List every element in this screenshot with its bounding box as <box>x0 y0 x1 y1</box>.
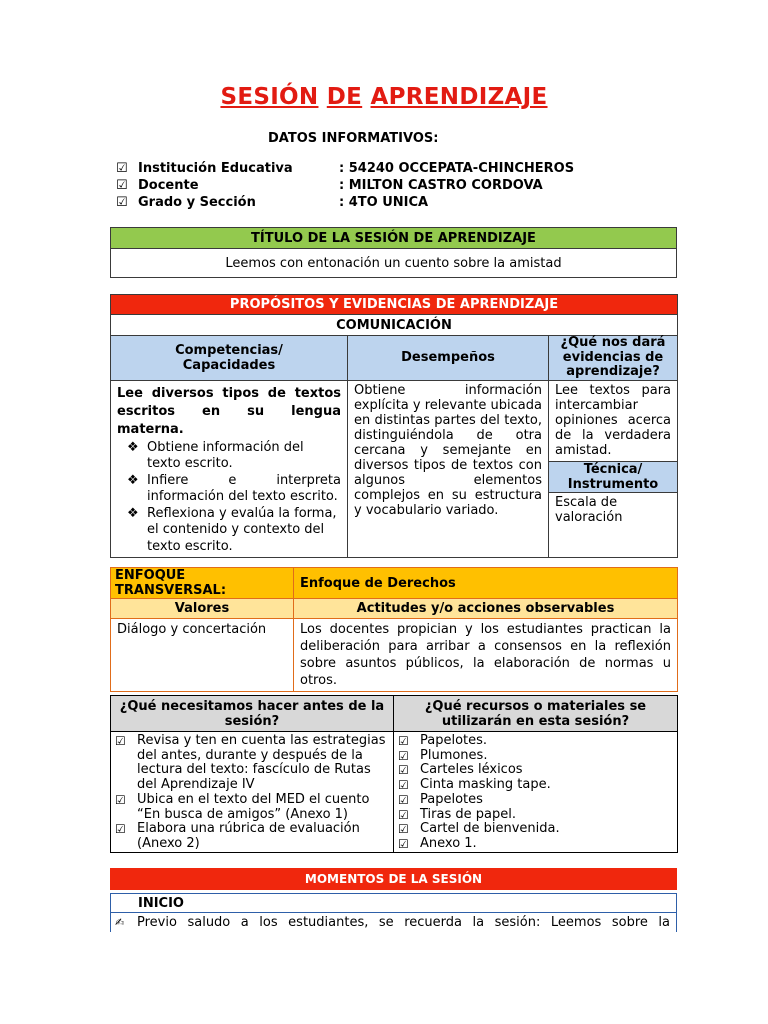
inicio-label: INICIO <box>111 894 677 913</box>
list-item: ☑ Cartel de bienvenida. <box>398 821 560 837</box>
inicio-text-cell <box>111 913 677 932</box>
recursos-cell <box>394 732 678 853</box>
col-desempenos: Desempeños <box>348 336 549 381</box>
title-word-2: DE <box>326 84 363 110</box>
valor-cell: Diálogo y concertación <box>111 619 294 692</box>
enfoque-table <box>110 567 678 692</box>
tecnica-header: Técnica/ Instrumento <box>549 461 678 492</box>
propositos-header: PROPÓSITOS Y EVIDENCIAS DE APRENDIZAJE <box>111 295 678 315</box>
list-item: ☑ Papelotes <box>398 791 483 807</box>
info-value: : 4TO UNICA <box>339 195 429 210</box>
checkbox-icon: ☑ <box>115 734 126 748</box>
diamond-bullet-icon: ❖ <box>127 439 139 455</box>
checkbox-icon: ☑ <box>115 822 126 837</box>
tecnica-value: Escala de valoración <box>549 493 678 558</box>
checkbox-icon: ☑ <box>116 178 128 193</box>
antes-list <box>111 734 393 852</box>
recursos-list <box>394 734 677 852</box>
info-label: Institución Educativa <box>138 161 293 176</box>
page-title <box>0 84 768 110</box>
checkbox-icon: ☑ <box>116 161 128 176</box>
diamond-bullet-icon: ❖ <box>127 472 139 488</box>
diamond-bullet-icon: ❖ <box>127 505 139 521</box>
checkbox-icon: ☑ <box>398 836 409 851</box>
col-actitudes: Actitudes y/o acciones observables <box>294 599 678 619</box>
list-item: ☑ Carteles léxicos <box>398 762 523 778</box>
list-item: ☑ Plumones. <box>398 747 488 763</box>
list-item: ☑ Ubica en el texto del MED el cuento “En busca de amigos” (Anexo 1) <box>115 791 370 822</box>
col-competencias: Competencias/ Capacidades <box>111 336 348 381</box>
list-item: ☑ Cinta masking tape. <box>398 777 551 793</box>
list-item: ❖ Infiere e interpreta información del texto escrito. <box>127 472 341 504</box>
list-item: ☑ Revisa y ten en cuenta las estrategias del antes, durante y después de la lectura del texto: fascículo de Rutas del Aprendizaje IV <box>115 733 386 793</box>
momentos-table <box>110 868 677 890</box>
inicio-table <box>110 893 677 932</box>
col-antes: ¿Qué necesitamos hacer antes de la sesión? <box>111 696 394 732</box>
list-item: ☑ Elabora una rúbrica de evaluación (Anexo 2) <box>115 821 360 851</box>
info-row <box>116 177 543 194</box>
checkbox-icon: ☑ <box>115 792 126 807</box>
area-label: COMUNICACIÓN <box>111 315 678 336</box>
info-row <box>116 194 428 211</box>
actitud-cell: Los docentes propician y los estudiantes practican la deliberación para arribar a consensos en la reflexión sobre asuntos públicos, la elaboración de normas u otros. <box>294 619 678 692</box>
enfoque-label: ENFOQUE TRANSVERSAL: <box>111 568 294 599</box>
desempeno-cell: Obtiene información explícita y relevante ubicada en distintas partes del texto, distinguiéndola de otra cercana y semejante en diversos tipos de textos con algunos elementos complejos en su estructura y vocabulario variado. <box>348 380 549 558</box>
checkbox-icon: ☑ <box>398 792 409 807</box>
titulo-sesion-value: Leemos con entonación un cuento sobre la amistad <box>111 249 677 278</box>
title-word-1: SESIÓN <box>220 84 319 110</box>
list-item: ❖ Reflexiona y evalúa la forma, el contenido y contexto del texto escrito. <box>127 505 337 554</box>
competencia-cell <box>111 380 348 558</box>
titulo-sesion-table <box>110 227 677 278</box>
list-item: ☑ Anexo 1. <box>398 835 477 851</box>
col-evidencias: ¿Qué nos dará evidencias de aprendizaje? <box>549 336 678 381</box>
enfoque-value: Enfoque de Derechos <box>294 568 678 599</box>
checkbox-icon: ☑ <box>398 822 409 837</box>
propositos-table <box>110 294 678 558</box>
checkbox-icon: ☑ <box>398 778 409 793</box>
checkbox-icon: ☑ <box>398 748 409 763</box>
list-item: ☑ Papelotes. <box>398 733 488 748</box>
col-valores: Valores <box>111 599 294 619</box>
titulo-sesion-header: TÍTULO DE LA SESIÓN DE APRENDIZAJE <box>111 228 677 249</box>
checkbox-icon: ☑ <box>398 734 409 748</box>
antes-cell <box>111 732 394 853</box>
evidencia-cell: Lee textos para intercambiar opiniones acerca de la verdadera amistad. <box>549 380 678 461</box>
col-recursos: ¿Qué recursos o materiales se utilizarán en esta sesión? <box>394 696 678 732</box>
title-word-3: APRENDIZAJE <box>370 84 548 110</box>
list-item: ❖ Obtiene información del texto escrito. <box>127 439 304 471</box>
capacidades-list <box>117 440 341 556</box>
writing-hand-icon: ✍ <box>115 915 125 929</box>
preparacion-table <box>110 695 678 853</box>
competencia-text: Lee diversos tipos de textos escritos en su lengua materna. <box>117 385 341 437</box>
datos-heading: DATOS INFORMATIVOS: <box>268 131 439 146</box>
info-label: Docente <box>138 178 199 193</box>
checkbox-icon: ☑ <box>398 807 409 822</box>
info-label: Grado y Sección <box>138 195 256 210</box>
momentos-header: MOMENTOS DE LA SESIÓN <box>111 869 677 890</box>
checkbox-icon: ☑ <box>116 195 128 210</box>
info-value: : MILTON CASTRO CORDOVA <box>339 178 543 193</box>
list-item: ☑ Tiras de papel. <box>398 806 516 822</box>
info-row <box>116 160 574 177</box>
info-value: : 54240 OCCEPATA-CHINCHEROS <box>339 161 575 176</box>
checkbox-icon: ☑ <box>398 763 409 778</box>
inicio-text: Previo saludo a los estudiantes, se recuerda la sesión: Leemos sobre la <box>137 914 670 930</box>
